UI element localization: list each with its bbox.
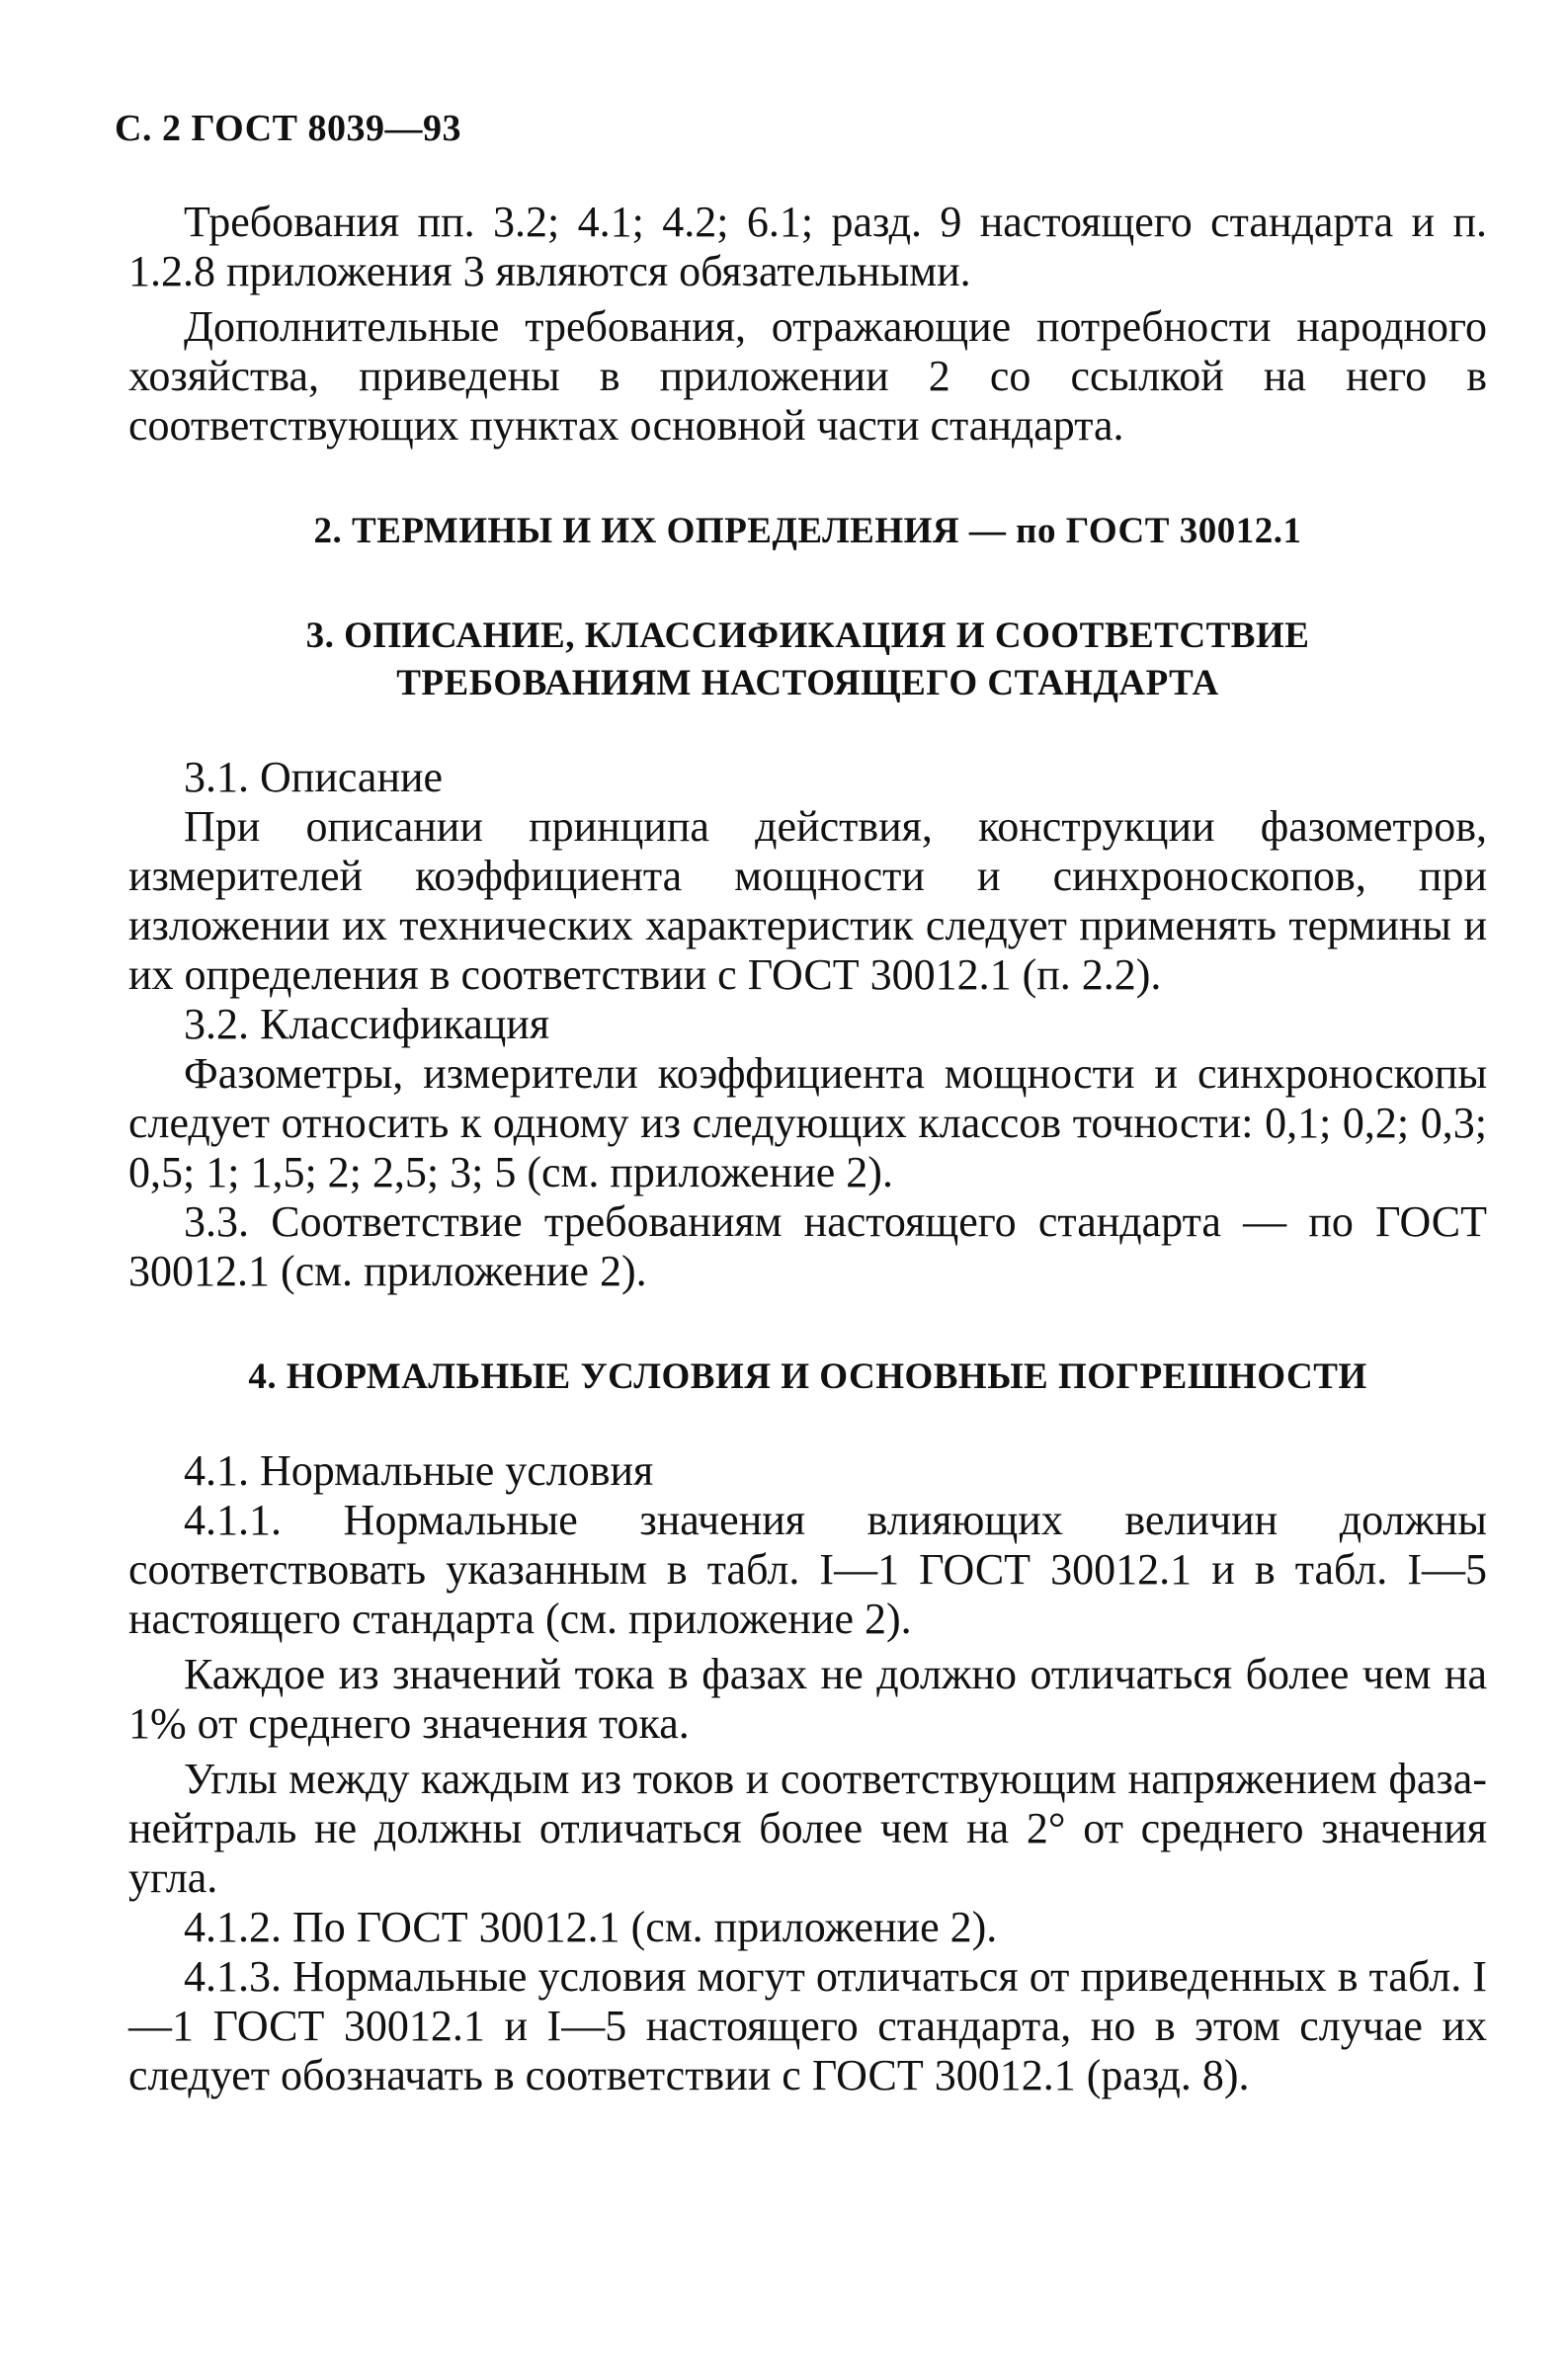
section-4-1-3-text: 4.1.3. Нормальные условия могут отличаться от приведенных в табл. I—1 ГОСТ 30012.1 и I—5 настоящего стандарта, но в этом случае их следует обозначать в соответствии с ГОСТ 30012.1 (разд. 8). — [128, 1952, 1487, 2099]
section-3-title-line-1: 3. ОПИСАНИЕ, КЛАССИФИКАЦИЯ И СООТВЕТСТВИЕ — [305, 616, 1310, 656]
running-header: С. 2 ГОСТ 8039—93 — [115, 108, 461, 149]
angle-deviation-paragraph: Углы между каждым из токов и соответствующим напряжением фаза-нейтраль не должны отличаться более чем на 2° от среднего значения угла. — [128, 1755, 1487, 1902]
section-3-2-heading: 3.2. Классификация — [184, 1000, 550, 1048]
intro-paragraph-2: Дополнительные требования, отражающие потребности народного хозяйства, приведены в приложении 2 со ссылкой на него в соответствующих пунктах основной части стандарта. — [128, 302, 1487, 450]
section-4-1-1-text: 4.1.1. Нормальные значения влияющих величин должны соответствовать указанным в табл. I—1 ГОСТ 30012.1 и в табл. I—5 настоящего стандарта (см. приложение 2). — [128, 1496, 1487, 1643]
current-deviation-paragraph: Каждое из значений тока в фазах не должно отличаться более чем на 1% от среднего значения тока. — [128, 1650, 1487, 1748]
section-3-title-line-2: ТРЕБОВАНИЯМ НАСТОЯЩЕГО СТАНДАРТА — [396, 663, 1219, 703]
section-3-1-heading: 3.1. Описание — [184, 753, 444, 801]
section-4-title: 4. НОРМАЛЬНЫЕ УСЛОВИЯ И ОСНОВНЫЕ ПОГРЕШНОСТИ — [248, 1356, 1367, 1397]
intro-paragraph-1: Требования пп. 3.2; 4.1; 4.2; 6.1; разд. 9 настоящего стандарта и п. 1.2.8 приложения 3 являются обязательными. — [128, 198, 1487, 295]
section-2-title: 2. ТЕРМИНЫ И ИХ ОПРЕДЕЛЕНИЯ — по ГОСТ 30012.1 — [313, 511, 1302, 551]
section-3-3-text: 3.3. Соответствие требованиям настоящего стандарта — по ГОСТ 30012.1 (см. приложение 2). — [128, 1197, 1487, 1295]
section-4-1-2-text: 4.1.2. По ГОСТ 30012.1 (см. приложение 2). — [184, 1903, 998, 1951]
section-4-1-heading: 4.1. Нормальные условия — [184, 1446, 654, 1495]
section-3-1-text: При описании принципа действия, конструкции фазометров, измерителей коэффициента мощности и синхроноскопов, при изложении их технических характеристик следует применять термины и их определения в соответствии с ГОСТ 30012.1 (п. 2.2). — [128, 802, 1487, 999]
section-3-2-text: Фазометры, измерители коэффициента мощности и синхроноскопы следует относить к одному из следующих классов точности: 0,1; 0,2; 0,3; 0,5; 1; 1,5; 2; 2,5; 3; 5 (см. приложение 2). — [128, 1049, 1487, 1196]
document-body — [128, 198, 1487, 2100]
